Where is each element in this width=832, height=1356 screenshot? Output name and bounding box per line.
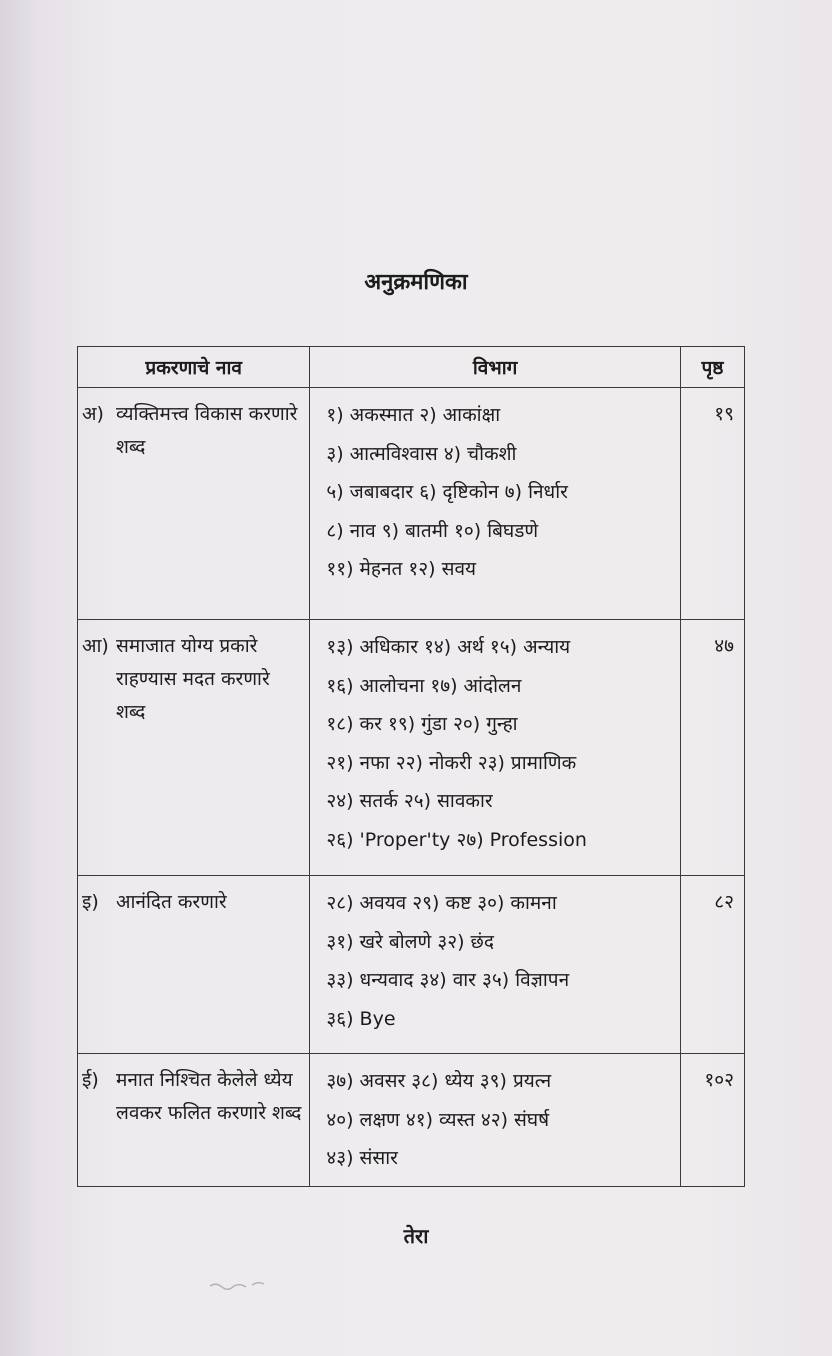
table-row — [78, 620, 745, 876]
section-line: ११) मेहनत १२) सवय — [326, 558, 477, 580]
section-line: १) अकस्मात २) आकांक्षा — [326, 404, 501, 426]
chapter-cell — [78, 876, 310, 1054]
section-line: १८) कर १९) गुंडा २०) गुन्हा — [326, 713, 518, 735]
chapter-cell — [78, 388, 310, 620]
section-line: ३) आत्मविश्वास ४) चौकशी — [326, 442, 517, 465]
footer-page-number: तेरा — [403, 1224, 429, 1248]
section-line: ३१) खरे बोलणे ३२) छंद — [326, 930, 494, 953]
section-line: १३) अधिकार १४) अर्थ १५) अन्याय — [326, 636, 571, 658]
section-line: २४) सतर्क २५) सावकार — [326, 790, 493, 812]
section-line: ८) नाव ९) बातमी १०) बिघडणे — [326, 519, 539, 542]
page-number: १०२ — [680, 1054, 744, 1187]
page-number: ४७ — [680, 620, 744, 876]
table-header-row — [78, 347, 745, 388]
section-line: ४०) लक्षण ४१) व्यस्त ४२) संघर्ष — [326, 1108, 550, 1131]
section-line: २८) अवयव २९) कष्ट ३०) कामना — [326, 892, 557, 914]
ink-smudge — [206, 1278, 270, 1292]
page-number: ८२ — [680, 876, 744, 1054]
chapter-name: मनात निश्चित केलेले ध्येय लवकर फलित करणारे शब्द — [116, 1069, 302, 1124]
section-line: २१) नफा २२) नोकरी २३) प्रामाणिक — [326, 751, 577, 774]
section-line: ३६) Bye — [326, 1007, 396, 1030]
page-title: अनुक्रमणिका — [364, 270, 468, 295]
section-cell — [310, 1054, 681, 1187]
section-line: ३७) अवसर ३८) ध्येय ३९) प्रयत्न — [326, 1070, 552, 1092]
chapter-label: अ) — [82, 403, 104, 425]
chapter-label: आ) — [82, 635, 109, 657]
chapter-label: ई) — [82, 1069, 99, 1091]
section-line: १६) आलोचना १७) आंदोलन — [326, 674, 522, 697]
chapter-cell — [78, 1054, 310, 1187]
table-row — [78, 876, 745, 1054]
section-line: २६) 'Proper'ty २७) Profession — [326, 828, 587, 851]
header-page: पृष्ठ — [680, 347, 744, 388]
chapter-name: समाजात योग्य प्रकारे राहण्यास मदत करणारे शब्द — [116, 635, 270, 723]
table-of-contents — [77, 346, 745, 1187]
section-cell — [310, 876, 681, 1054]
chapter-label: इ) — [82, 891, 99, 913]
chapter-name: आनंदित करणारे — [116, 891, 227, 913]
chapter-cell — [78, 620, 310, 876]
section-line: ३३) धन्यवाद ३४) वार ३५) विज्ञापन — [326, 969, 570, 991]
table-row — [78, 388, 745, 620]
section-line: ४३) संसार — [326, 1147, 398, 1169]
chapter-name: व्यक्तिमत्त्व विकास करणारे शब्द — [116, 403, 298, 458]
table-row — [78, 1054, 745, 1187]
header-chapter-name: प्रकरणाचे नाव — [78, 347, 310, 388]
section-cell — [310, 388, 681, 620]
page-number: १९ — [680, 388, 744, 620]
section-cell — [310, 620, 681, 876]
header-section: विभाग — [310, 347, 681, 388]
section-line: ५) जबाबदार ६) दृष्टिकोन ७) निर्धार — [326, 481, 568, 503]
